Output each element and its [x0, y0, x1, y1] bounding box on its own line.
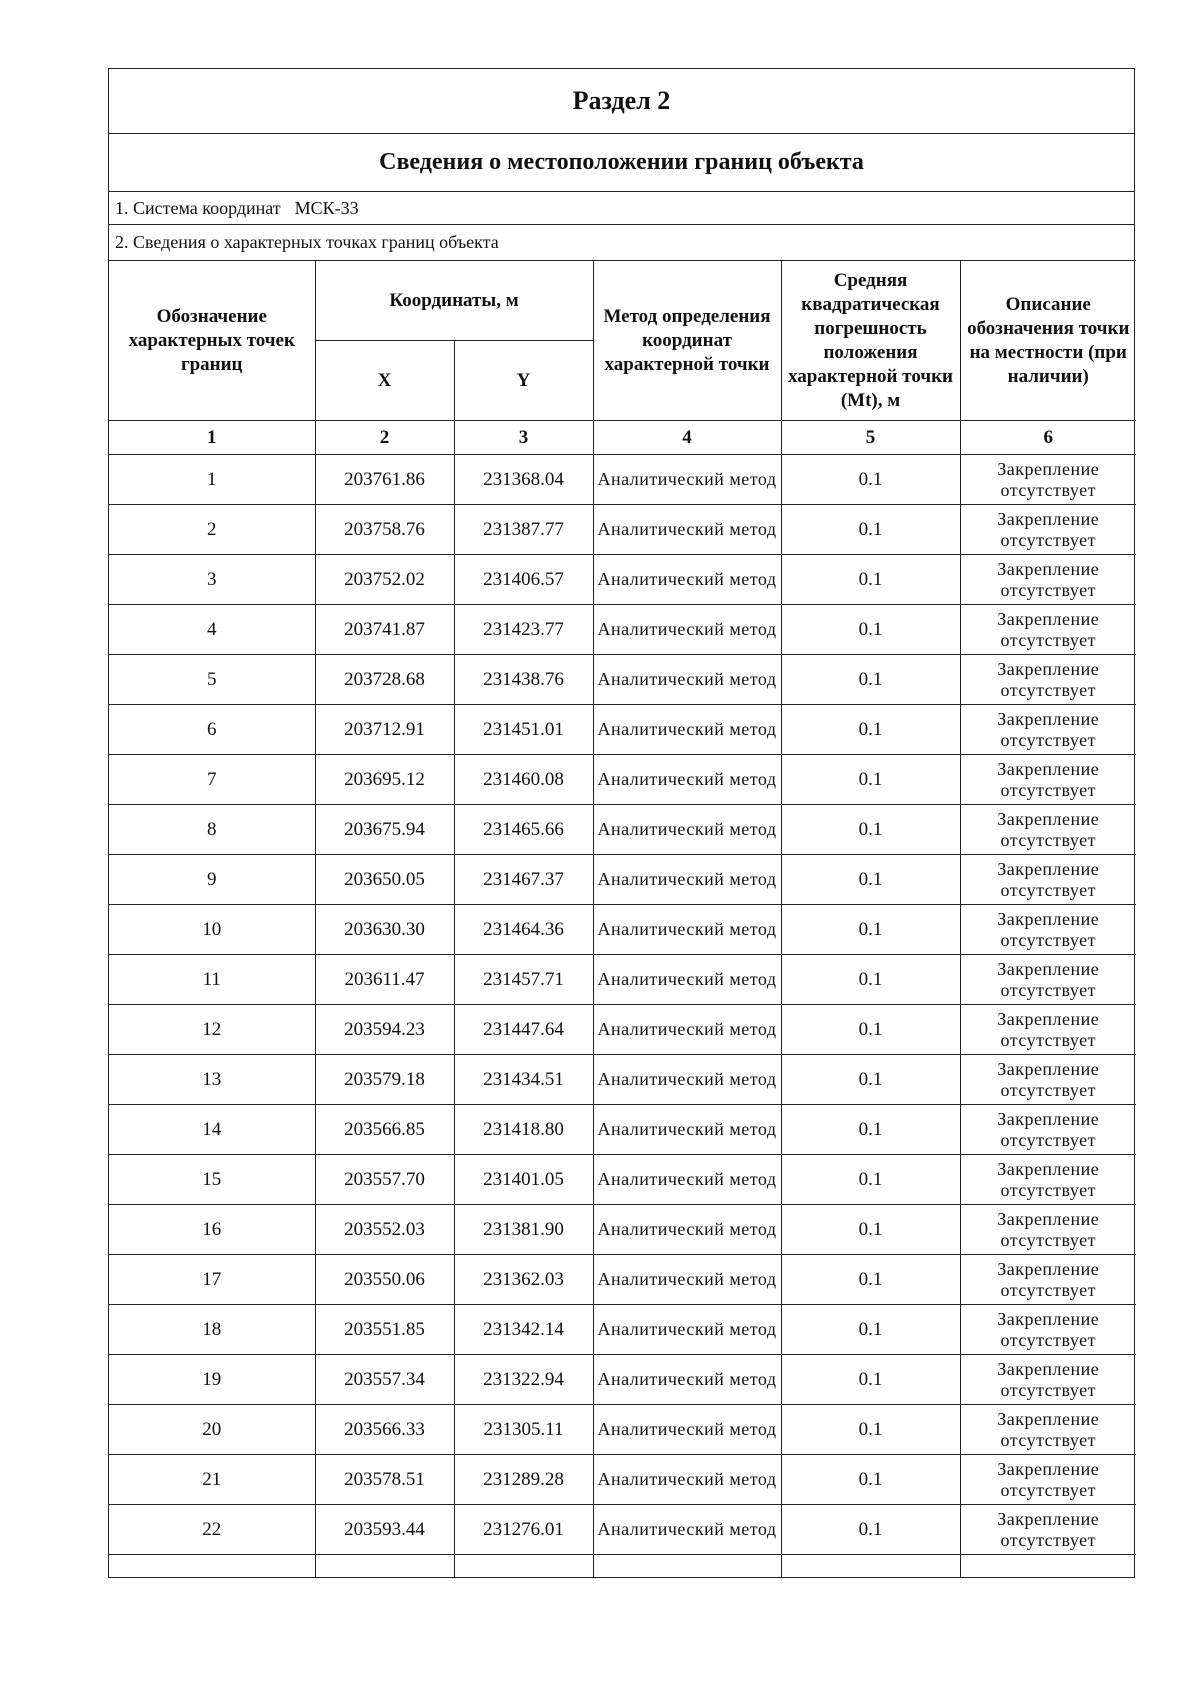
error-cell: 0.1	[781, 1505, 960, 1555]
point-id-cell: 7	[109, 755, 315, 805]
description-cell: Закрепление отсутствует	[960, 1305, 1136, 1355]
point-id-cell: 13	[109, 1055, 315, 1105]
point-id-cell: 6	[109, 705, 315, 755]
table-row	[109, 705, 1136, 755]
coord-system-row	[109, 192, 1134, 225]
description-cell: Закрепление отсутствует	[960, 1505, 1136, 1555]
x-cell: 203552.03	[315, 1205, 454, 1255]
point-id-cell: 15	[109, 1155, 315, 1205]
description-cell: Закрепление отсутствует	[960, 1005, 1136, 1055]
coord-system-label: 1. Система координат	[115, 197, 281, 218]
x-cell: 203741.87	[315, 605, 454, 655]
method-cell: Аналитический метод	[593, 555, 781, 605]
table-row	[109, 1005, 1136, 1055]
error-cell: 0.1	[781, 1305, 960, 1355]
error-cell: 0.1	[781, 705, 960, 755]
y-cell: 231305.11	[454, 1405, 593, 1455]
error-cell: 0.1	[781, 855, 960, 905]
description-cell: Закрепление отсутствует	[960, 605, 1136, 655]
table-row	[109, 1205, 1136, 1255]
y-cell: 231276.01	[454, 1505, 593, 1555]
x-cell: 203579.18	[315, 1055, 454, 1105]
x-cell: 203594.23	[315, 1005, 454, 1055]
y-cell: 231465.66	[454, 805, 593, 855]
table-row	[109, 905, 1136, 955]
error-cell: 0.1	[781, 1455, 960, 1505]
method-cell: Аналитический метод	[593, 1355, 781, 1405]
description-cell: Закрепление отсутствует	[960, 1105, 1136, 1155]
x-cell: 203566.33	[315, 1405, 454, 1455]
point-id-cell: 14	[109, 1105, 315, 1155]
x-cell: 203650.05	[315, 855, 454, 905]
point-id-cell: 11	[109, 955, 315, 1005]
y-cell: 231423.77	[454, 605, 593, 655]
y-cell: 231467.37	[454, 855, 593, 905]
point-id-cell: 9	[109, 855, 315, 905]
method-cell: Аналитический метод	[593, 905, 781, 955]
y-cell: 231406.57	[454, 555, 593, 605]
y-cell: 231451.01	[454, 705, 593, 755]
table-row	[109, 805, 1136, 855]
point-id-cell: 17	[109, 1255, 315, 1305]
points-caption: 2. Сведения о характерных точках границ объекта	[115, 232, 499, 252]
y-cell: 231381.90	[454, 1205, 593, 1255]
description-cell: Закрепление отсутствует	[960, 1455, 1136, 1505]
x-cell: 203557.70	[315, 1155, 454, 1205]
description-cell: Закрепление отсутствует	[960, 955, 1136, 1005]
column-number: 2	[315, 421, 454, 455]
table-row	[109, 1155, 1136, 1205]
header-x: X	[315, 341, 454, 421]
x-cell: 203675.94	[315, 805, 454, 855]
error-cell: 0.1	[781, 1355, 960, 1405]
error-cell: 0.1	[781, 1405, 960, 1455]
description-cell: Закрепление отсутствует	[960, 805, 1136, 855]
description-cell: Закрепление отсутствует	[960, 1055, 1136, 1105]
error-cell: 0.1	[781, 455, 960, 505]
description-cell: Закрепление отсутствует	[960, 655, 1136, 705]
header-point-id: Обозначение характерных точек границ	[109, 261, 315, 421]
method-cell: Аналитический метод	[593, 1105, 781, 1155]
table-row	[109, 1505, 1136, 1555]
y-cell: 231401.05	[454, 1155, 593, 1205]
table-row	[109, 1405, 1136, 1455]
error-cell: 0.1	[781, 905, 960, 955]
y-cell: 231460.08	[454, 755, 593, 805]
method-cell: Аналитический метод	[593, 1205, 781, 1255]
error-cell: 0.1	[781, 755, 960, 805]
x-cell: 203761.86	[315, 455, 454, 505]
column-number: 1	[109, 421, 315, 455]
description-cell: Закрепление отсутствует	[960, 455, 1136, 505]
error-cell: 0.1	[781, 1055, 960, 1105]
x-cell: 203550.06	[315, 1255, 454, 1305]
y-cell: 231368.04	[454, 455, 593, 505]
coord-system-value: МСК-33	[294, 197, 359, 218]
header-description: Описание обозначения точки на местности (при наличии)	[960, 261, 1136, 421]
y-cell: 231434.51	[454, 1055, 593, 1105]
x-cell: 203611.47	[315, 955, 454, 1005]
error-cell: 0.1	[781, 1155, 960, 1205]
point-id-cell: 21	[109, 1455, 315, 1505]
table-row	[109, 1305, 1136, 1355]
method-cell: Аналитический метод	[593, 1405, 781, 1455]
x-cell: 203593.44	[315, 1505, 454, 1555]
error-cell: 0.1	[781, 955, 960, 1005]
header-method: Метод определения координат характерной точки	[593, 261, 781, 421]
description-cell: Закрепление отсутствует	[960, 755, 1136, 805]
x-cell: 203566.85	[315, 1105, 454, 1155]
table-row	[109, 955, 1136, 1005]
x-cell: 203578.51	[315, 1455, 454, 1505]
error-cell: 0.1	[781, 655, 960, 705]
header-y: Y	[454, 341, 593, 421]
table-row	[109, 855, 1136, 905]
x-cell: 203728.68	[315, 655, 454, 705]
method-cell: Аналитический метод	[593, 855, 781, 905]
table-row	[109, 1105, 1136, 1155]
method-cell: Аналитический метод	[593, 955, 781, 1005]
method-cell: Аналитический метод	[593, 705, 781, 755]
point-id-cell: 3	[109, 555, 315, 605]
point-id-cell: 18	[109, 1305, 315, 1355]
x-cell: 203752.02	[315, 555, 454, 605]
error-cell: 0.1	[781, 1105, 960, 1155]
table-row	[109, 1455, 1136, 1505]
description-cell: Закрепление отсутствует	[960, 555, 1136, 605]
error-cell: 0.1	[781, 1255, 960, 1305]
header-coordinates: Координаты, м	[315, 261, 593, 341]
points-table	[109, 260, 1136, 1577]
method-cell: Аналитический метод	[593, 1305, 781, 1355]
description-cell: Закрепление отсутствует	[960, 905, 1136, 955]
table-row	[109, 1255, 1136, 1305]
y-cell: 231289.28	[454, 1455, 593, 1505]
error-cell: 0.1	[781, 605, 960, 655]
method-cell: Аналитический метод	[593, 1505, 781, 1555]
y-cell: 231464.36	[454, 905, 593, 955]
method-cell: Аналитический метод	[593, 655, 781, 705]
error-cell: 0.1	[781, 555, 960, 605]
method-cell: Аналитический метод	[593, 805, 781, 855]
y-cell: 231322.94	[454, 1355, 593, 1405]
method-cell: Аналитический метод	[593, 1155, 781, 1205]
point-id-cell: 4	[109, 605, 315, 655]
y-cell: 231342.14	[454, 1305, 593, 1355]
description-cell: Закрепление отсутствует	[960, 705, 1136, 755]
table-row	[109, 655, 1136, 705]
description-cell: Закрепление отсутствует	[960, 1405, 1136, 1455]
error-cell: 0.1	[781, 805, 960, 855]
x-cell: 203630.30	[315, 905, 454, 955]
point-id-cell: 8	[109, 805, 315, 855]
column-number: 3	[454, 421, 593, 455]
empty-footer-row	[109, 1555, 1136, 1578]
table-row	[109, 1055, 1136, 1105]
description-cell: Закрепление отсутствует	[960, 855, 1136, 905]
method-cell: Аналитический метод	[593, 605, 781, 655]
point-id-cell: 16	[109, 1205, 315, 1255]
section-title: Раздел 2	[109, 69, 1134, 134]
description-cell: Закрепление отсутствует	[960, 1155, 1136, 1205]
method-cell: Аналитический метод	[593, 455, 781, 505]
table-row	[109, 605, 1136, 655]
y-cell: 231362.03	[454, 1255, 593, 1305]
x-cell: 203758.76	[315, 505, 454, 555]
point-id-cell: 2	[109, 505, 315, 555]
method-cell: Аналитический метод	[593, 1455, 781, 1505]
description-cell: Закрепление отсутствует	[960, 1205, 1136, 1255]
error-cell: 0.1	[781, 505, 960, 555]
y-cell: 231418.80	[454, 1105, 593, 1155]
point-id-cell: 5	[109, 655, 315, 705]
method-cell: Аналитический метод	[593, 1005, 781, 1055]
y-cell: 231438.76	[454, 655, 593, 705]
point-id-cell: 10	[109, 905, 315, 955]
table-row	[109, 1355, 1136, 1405]
point-id-cell: 19	[109, 1355, 315, 1405]
method-cell: Аналитический метод	[593, 505, 781, 555]
section-subtitle: Сведения о местоположении границ объекта	[109, 134, 1134, 192]
table-row	[109, 455, 1136, 505]
column-number: 4	[593, 421, 781, 455]
document-frame	[108, 68, 1135, 1578]
error-cell: 0.1	[781, 1205, 960, 1255]
x-cell: 203551.85	[315, 1305, 454, 1355]
method-cell: Аналитический метод	[593, 1255, 781, 1305]
description-cell: Закрепление отсутствует	[960, 1255, 1136, 1305]
x-cell: 203695.12	[315, 755, 454, 805]
description-cell: Закрепление отсутствует	[960, 505, 1136, 555]
y-cell: 231387.77	[454, 505, 593, 555]
point-id-cell: 22	[109, 1505, 315, 1555]
point-id-cell: 1	[109, 455, 315, 505]
description-cell: Закрепление отсутствует	[960, 1355, 1136, 1405]
method-cell: Аналитический метод	[593, 755, 781, 805]
y-cell: 231447.64	[454, 1005, 593, 1055]
x-cell: 203557.34	[315, 1355, 454, 1405]
y-cell: 231457.71	[454, 955, 593, 1005]
x-cell: 203712.91	[315, 705, 454, 755]
column-number: 5	[781, 421, 960, 455]
table-row	[109, 505, 1136, 555]
method-cell: Аналитический метод	[593, 1055, 781, 1105]
point-id-cell: 12	[109, 1005, 315, 1055]
column-number: 6	[960, 421, 1136, 455]
point-id-cell: 20	[109, 1405, 315, 1455]
header-error: Средняя квадратическая погрешность положения характерной точки (Mt), м	[781, 261, 960, 421]
table-row	[109, 755, 1136, 805]
table-row	[109, 555, 1136, 605]
error-cell: 0.1	[781, 1005, 960, 1055]
